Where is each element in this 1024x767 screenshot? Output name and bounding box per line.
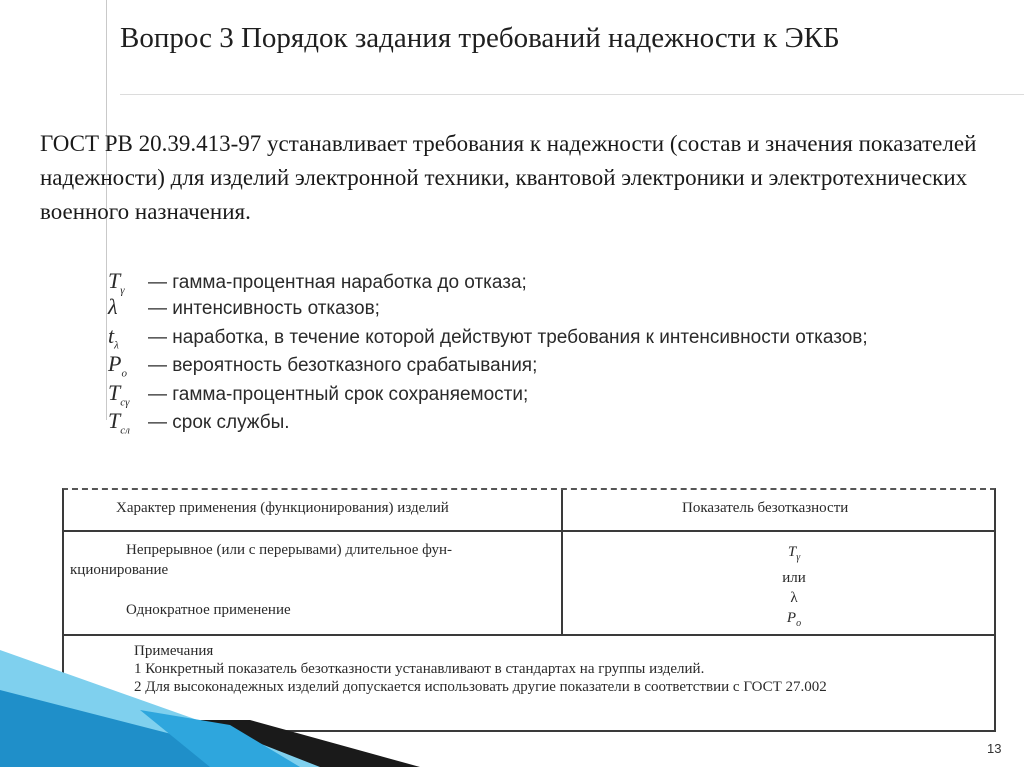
indicator-value: $T_\gamma$ [787,544,801,563]
symbol: λ [108,294,118,319]
table-column-divider [561,490,563,634]
table-header-application: Характер применения (функционирования) изделий [116,500,449,516]
symbol-description: — наработка, в течение которой действуют требования к интенсивности отказов; [148,327,868,348]
symbol-description: — срок службы. [148,412,290,433]
indicator-value: $P_о$ [786,610,802,629]
symbol-row [108,294,380,320]
symbol: $T_\gamma$ [108,268,125,297]
table-cell-single-use: Однократное применение [126,602,291,618]
symbol: $P_о$ [108,351,127,380]
indicator-value: λ [790,590,798,606]
symbol-row [108,408,290,437]
symbol-description: — интенсивность отказов; [148,298,380,319]
note-1: 1 Конкретный показатель безотказности устанавливают в стандартах на группы изделий. [134,661,705,677]
table-header-divider [64,530,994,532]
title-underline [120,94,1024,95]
notes-title: Примечания [134,643,214,659]
symbol-row [108,380,529,409]
symbol: $T_{c\gamma}$ [108,380,130,409]
page-number: 13 [987,741,1002,756]
note-2: 2 Для высоконадежных изделий допускается использовать другие показатели в соответствии с ГОСТ 27.002 [134,679,827,695]
symbol-row [108,323,868,352]
table-cell-continuous-cont: кционирование [70,562,169,578]
symbol-row [108,268,527,297]
table-cell-continuous: Непрерывное (или с перерывами) длительное фун- [126,542,453,558]
symbol: $t_\lambda$ [108,323,119,352]
indicator-value: или [782,570,806,586]
table-header-indicator: Показатель безотказности [682,500,849,516]
decorative-wedge [0,600,420,767]
symbol-description: — гамма-процентная наработка до отказа; [148,272,527,293]
symbol: $T_{сл}$ [108,408,130,437]
symbol-row [108,351,538,380]
table-indicator-values [764,542,824,634]
symbol-description: — вероятность безотказного срабатывания; [148,355,538,376]
intro-paragraph: ГОСТ РВ 20.39.413-97 устанавливает требования к надежности (состав и значения показателей надежности) для изделий электронной техники, квантовой электроники и электротехнических военного назначения. [40,131,977,224]
slide-title: Вопрос 3 Порядок задания требований надежности к ЭКБ [120,22,840,54]
symbol-description: — гамма-процентный срок сохраняемости; [148,384,529,405]
